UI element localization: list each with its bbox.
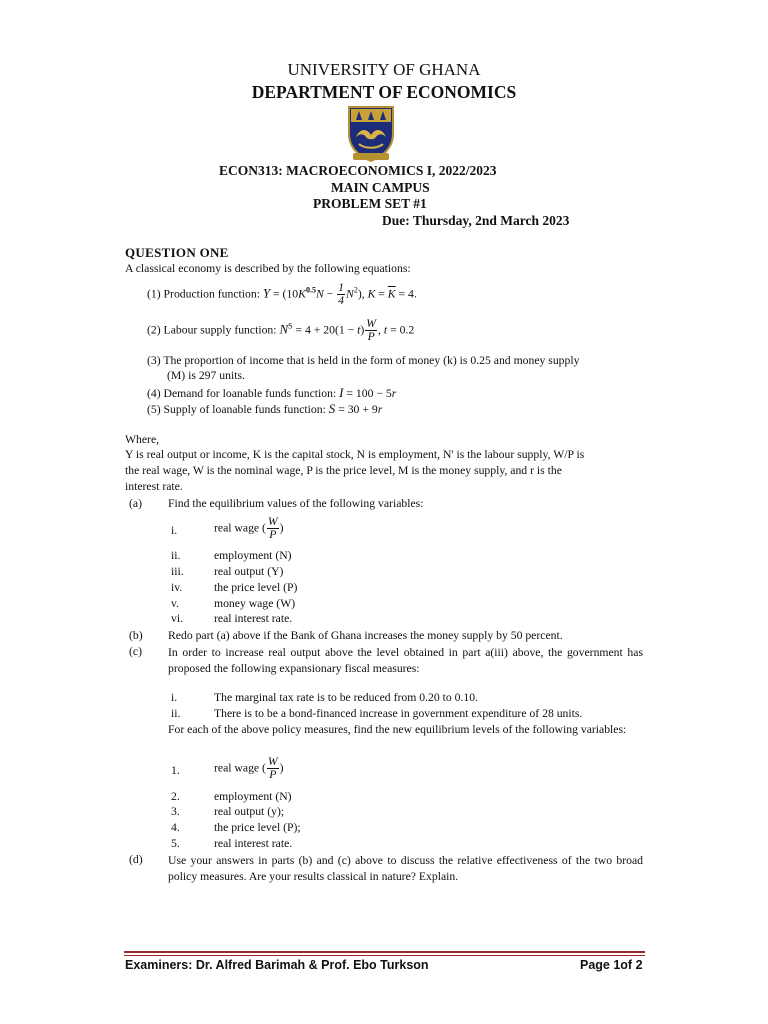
course-title: ECON313: MACROECONOMICS I, 2022/2023	[219, 163, 497, 178]
list-item: The marginal tax rate is to be reduced from 0.20 to 0.10.	[214, 691, 478, 704]
list-item: real wage ( $\frac{W}{P}$ )	[214, 755, 284, 782]
equation-label: (5) Supply of loanable funds function:	[147, 403, 326, 416]
part-c-text: In order to increase real output above the level obtained in part a(iii) above, the government has proposed the following expansionary fiscal measures:	[168, 646, 643, 675]
list-item: real output (y);	[214, 805, 285, 818]
university-title: UNIVERSITY OF GHANA	[287, 60, 481, 79]
university-crest-logo	[343, 104, 399, 162]
equation-money: (3) The proportion of income that is held in the form of money (k) is 0.25 and money supply	[147, 354, 580, 367]
equation-label: (4) Demand for loanable funds function:	[147, 387, 337, 400]
list-item: real output (Y)	[214, 565, 284, 578]
equation-label: (1) Production function:	[147, 287, 260, 301]
definitions-line: Y is real output or income, K is the capital stock, N is employment, N' is the labour supply, W/P is	[125, 448, 585, 461]
part-d-text: Use your answers in parts (b) and (c) above to discuss the relative effectiveness of the two broad policy measures. Are your results classical in nature? Explain.	[168, 854, 643, 883]
list-item-number: iii.	[171, 565, 184, 578]
part-c-followup: For each of the above policy measures, find the new equilibrium levels of the following variables:	[168, 723, 627, 736]
footer-divider-thin	[124, 955, 645, 956]
page-number: Page 1of 2	[580, 958, 643, 972]
list-item: employment (N)	[214, 790, 292, 803]
list-item: the price level (P);	[214, 821, 301, 834]
campus: MAIN CAMPUS	[331, 180, 430, 195]
list-item-number: 4.	[171, 821, 180, 834]
equation-money-cont: (M) is 297 units.	[167, 369, 245, 382]
equation-labour-supply: (2) Labour supply function: $N^S = 4 + 20(1 - t)$ $\frac{W}{P}$ , t = 0.2	[147, 317, 415, 344]
definitions-line: the real wage, W is the nominal wage, P is the price level, M is the money supply, and r is the	[125, 464, 562, 477]
list-item-number: iv.	[171, 581, 183, 594]
list-item-number: vi.	[171, 612, 184, 625]
list-item-number: 2.	[171, 790, 180, 803]
part-a-label: (a)	[129, 497, 142, 510]
question-title: QUESTION ONE	[125, 245, 229, 260]
list-item-number: 1.	[171, 764, 180, 777]
list-item: the price level (P)	[214, 581, 298, 594]
equation-loanable-supply: (5) Supply of loanable funds function: S = 30 + 9r	[147, 401, 383, 416]
part-b-text: Redo part (a) above if the Bank of Ghana increases the money supply by 50 percent.	[168, 629, 563, 642]
list-item: real interest rate.	[214, 612, 293, 625]
equation-label: (2) Labour supply function:	[147, 323, 277, 337]
list-item: real interest rate.	[214, 837, 293, 850]
due-date: Due: Thursday, 2nd March 2023	[382, 213, 570, 228]
part-c-label: (c)	[129, 645, 142, 658]
part-b-label: (b)	[129, 629, 143, 642]
part-d-label: (d)	[129, 853, 143, 866]
list-item-number: i.	[171, 691, 178, 704]
definitions-line: interest rate.	[125, 480, 183, 493]
list-item-number: ii.	[171, 549, 181, 562]
department-title: DEPARTMENT OF ECONOMICS	[251, 82, 517, 102]
list-item-number: v.	[171, 597, 180, 610]
list-item-number: 5.	[171, 837, 180, 850]
list-item: real wage ( $\frac{W}{P}$ )	[214, 515, 284, 542]
list-item: money wage (W)	[214, 597, 296, 610]
list-item-number: 3.	[171, 805, 180, 818]
equation-production: (1) Production function: $Y = (10K^{0.5}N$ − $\frac{1}{4}$ $N^2$), $K = \overline{K} = 4$.	[147, 281, 417, 308]
list-item-number: ii.	[171, 707, 181, 720]
list-item: employment (N)	[214, 549, 292, 562]
examiners: Examiners: Dr. Alfred Barimah & Prof. Ebo Turkson	[125, 958, 429, 972]
question-intro: A classical economy is described by the following equations:	[125, 262, 411, 275]
equation-loanable-demand: (4) Demand for loanable funds function: I = 100 − 5r	[147, 385, 397, 400]
list-item-number: i.	[171, 524, 178, 537]
part-a-text: Find the equilibrium values of the following variables:	[168, 497, 424, 510]
problem-set-title: PROBLEM SET #1	[313, 196, 427, 211]
footer-divider	[124, 951, 645, 953]
where-label: Where,	[125, 433, 160, 446]
list-item: There is to be a bond-financed increase in government expenditure of 28 units.	[214, 707, 583, 720]
